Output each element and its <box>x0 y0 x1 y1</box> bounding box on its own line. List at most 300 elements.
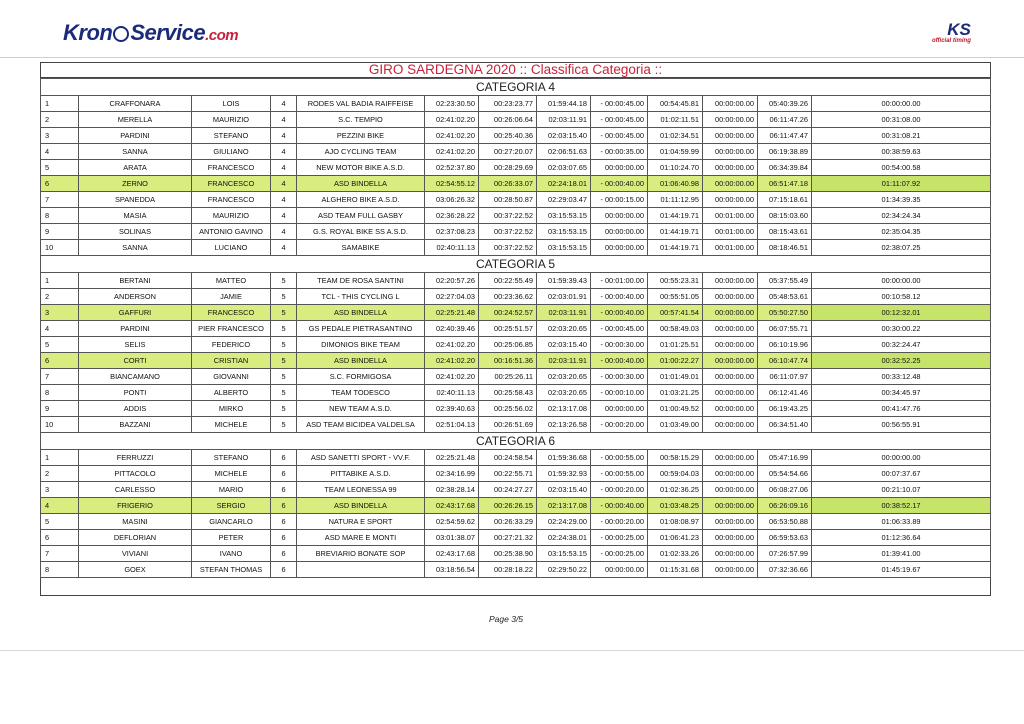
cell-total-time: 07:26:57.99 <box>758 546 812 562</box>
cell-position: 3 <box>41 482 79 498</box>
cell-time-3: 02:29:03.47 <box>537 192 591 208</box>
cell-time-3: 03:15:53.15 <box>537 208 591 224</box>
cell-time-3: 02:29:50.22 <box>537 562 591 578</box>
cell-time-2: 00:25:56.02 <box>479 401 537 417</box>
logo-text-service: Service <box>130 20 206 45</box>
cell-time-2: 00:26:33.07 <box>479 176 537 192</box>
table-row <box>41 498 991 514</box>
cell-gap: 00:38:59.63 <box>812 144 991 160</box>
cell-category: 6 <box>271 450 297 466</box>
cell-total-time: 06:59:53.63 <box>758 530 812 546</box>
cell-bonus: 00:00:00.00 <box>591 160 648 176</box>
cell-category: 4 <box>271 176 297 192</box>
cell-team: NEW MOTOR BIKE A.S.D. <box>297 160 425 176</box>
cell-penalty: 00:00:00.00 <box>703 498 758 514</box>
cell-surname: DEFLORIAN <box>79 530 192 546</box>
table-row <box>41 401 991 417</box>
cell-time-4: 01:08:08.97 <box>648 514 703 530</box>
cell-bonus: - 00:00:45.00 <box>591 128 648 144</box>
results-table <box>40 78 991 578</box>
cell-firstname: FRANCESCO <box>192 192 271 208</box>
cell-time-1: 02:41:02.20 <box>425 128 479 144</box>
cell-time-2: 00:25:26.11 <box>479 369 537 385</box>
cell-total-time: 06:26:09.16 <box>758 498 812 514</box>
cell-time-3: 01:59:44.18 <box>537 96 591 112</box>
cell-firstname: ALBERTO <box>192 385 271 401</box>
cell-time-2: 00:24:52.57 <box>479 305 537 321</box>
cell-surname: GOEX <box>79 562 192 578</box>
cell-category: 5 <box>271 321 297 337</box>
cell-time-4: 01:15:31.68 <box>648 562 703 578</box>
cell-bonus: - 00:00:20.00 <box>591 482 648 498</box>
cell-surname: PARDINI <box>79 321 192 337</box>
page-title: GIRO SARDEGNA 2020 :: Classifica Categoria :: <box>40 62 991 78</box>
cell-team: BREVIARIO BONATE SOP <box>297 546 425 562</box>
table-row <box>41 450 991 466</box>
cell-penalty: 00:00:00.00 <box>703 369 758 385</box>
cell-time-2: 00:25:40.36 <box>479 128 537 144</box>
table-row <box>41 385 991 401</box>
cell-surname: FERRUZZI <box>79 450 192 466</box>
cell-time-4: 00:59:04.03 <box>648 466 703 482</box>
cell-firstname: MICHELE <box>192 466 271 482</box>
cell-total-time: 08:18:46.51 <box>758 240 812 256</box>
cell-total-time: 08:15:43.61 <box>758 224 812 240</box>
cell-time-1: 02:41:02.20 <box>425 337 479 353</box>
cell-time-1: 02:23:30.50 <box>425 96 479 112</box>
cell-category: 5 <box>271 385 297 401</box>
cell-team: S.C. FORMIGOSA <box>297 369 425 385</box>
cell-total-time: 05:40:39.26 <box>758 96 812 112</box>
scan-line-bottom <box>0 650 1024 651</box>
cell-time-2: 00:37:22.52 <box>479 240 537 256</box>
cell-time-4: 01:01:25.51 <box>648 337 703 353</box>
cell-bonus: - 00:00:25.00 <box>591 546 648 562</box>
cell-team: NATURA E SPORT <box>297 514 425 530</box>
cell-time-3: 02:13:17.08 <box>537 401 591 417</box>
cell-gap: 01:06:33.89 <box>812 514 991 530</box>
cell-bonus: - 00:00:45.00 <box>591 112 648 128</box>
cell-position: 8 <box>41 562 79 578</box>
cell-time-4: 00:58:49.03 <box>648 321 703 337</box>
cell-surname: ANDERSON <box>79 289 192 305</box>
cell-position: 6 <box>41 530 79 546</box>
cell-time-1: 02:34:16.99 <box>425 466 479 482</box>
page-number: Page 3/5 <box>489 614 524 624</box>
cell-team: RODES VAL BADIA RAIFFEISE <box>297 96 425 112</box>
cell-penalty: 00:00:00.00 <box>703 144 758 160</box>
cell-gap: 00:07:37.67 <box>812 466 991 482</box>
cell-team: ASD TEAM FULL GASBY <box>297 208 425 224</box>
cell-category: 5 <box>271 337 297 353</box>
cell-time-3: 03:15:53.15 <box>537 546 591 562</box>
cell-time-3: 02:03:11.91 <box>537 305 591 321</box>
cell-position: 10 <box>41 240 79 256</box>
cell-surname: ADDIS <box>79 401 192 417</box>
cell-team: ALGHERO BIKE A.S.D. <box>297 192 425 208</box>
cell-surname: SPANEDDA <box>79 192 192 208</box>
cell-time-2: 00:16:51.36 <box>479 353 537 369</box>
cell-surname: BIANCAMANO <box>79 369 192 385</box>
cell-time-1: 02:41:02.20 <box>425 144 479 160</box>
cell-total-time: 07:15:18.61 <box>758 192 812 208</box>
cell-firstname: MAURIZIO <box>192 112 271 128</box>
cell-team: ASD SANETTI SPORT - VV.F. <box>297 450 425 466</box>
cell-time-4: 00:58:15.29 <box>648 450 703 466</box>
cell-position: 9 <box>41 224 79 240</box>
cell-team: AJO CYCLING TEAM <box>297 144 425 160</box>
cell-team: PEZZINI BIKE <box>297 128 425 144</box>
cell-gap: 00:21:10.07 <box>812 482 991 498</box>
table-row <box>41 546 991 562</box>
cell-position: 2 <box>41 289 79 305</box>
cell-total-time: 05:50:27.50 <box>758 305 812 321</box>
cell-position: 4 <box>41 144 79 160</box>
ks-timing-logo <box>932 22 971 44</box>
table-row <box>41 562 991 578</box>
cell-gap: 00:32:52.25 <box>812 353 991 369</box>
cell-time-2: 00:37:22.52 <box>479 208 537 224</box>
cell-position: 3 <box>41 305 79 321</box>
cell-firstname: LOIS <box>192 96 271 112</box>
cell-time-4: 01:00:49.52 <box>648 401 703 417</box>
cell-penalty: 00:00:00.00 <box>703 289 758 305</box>
cell-gap: 02:35:04.35 <box>812 224 991 240</box>
cell-bonus: - 00:00:40.00 <box>591 176 648 192</box>
table-row <box>41 353 991 369</box>
table-row <box>41 289 991 305</box>
category-title: CATEGORIA 4 <box>41 79 991 96</box>
cell-surname: PITTACOLO <box>79 466 192 482</box>
cell-position: 5 <box>41 337 79 353</box>
cell-category: 4 <box>271 192 297 208</box>
cell-bonus: - 00:00:45.00 <box>591 96 648 112</box>
cell-category: 5 <box>271 305 297 321</box>
table-row <box>41 112 991 128</box>
cell-time-1: 02:39:40.63 <box>425 401 479 417</box>
cell-gap: 00:38:52.17 <box>812 498 991 514</box>
cell-time-3: 02:03:11.91 <box>537 112 591 128</box>
cell-gap: 00:41:47.76 <box>812 401 991 417</box>
cell-time-4: 01:02:34.51 <box>648 128 703 144</box>
cell-total-time: 08:15:03.60 <box>758 208 812 224</box>
cell-team: S.C. TEMPIO <box>297 112 425 128</box>
cell-time-2: 00:23:23.77 <box>479 96 537 112</box>
cell-surname: PONTI <box>79 385 192 401</box>
cell-time-3: 02:24:29.00 <box>537 514 591 530</box>
cell-time-2: 00:25:06.85 <box>479 337 537 353</box>
cell-surname: ZERNO <box>79 176 192 192</box>
cell-bonus: - 00:00:15.00 <box>591 192 648 208</box>
cell-time-4: 01:44:19.71 <box>648 224 703 240</box>
cell-time-2: 00:26:06.64 <box>479 112 537 128</box>
cell-time-3: 02:03:15.40 <box>537 337 591 353</box>
cell-time-4: 01:06:40.98 <box>648 176 703 192</box>
cell-surname: CORTI <box>79 353 192 369</box>
cell-time-1: 03:18:56.54 <box>425 562 479 578</box>
cell-firstname: GIULIANO <box>192 144 271 160</box>
cell-penalty: 00:00:00.00 <box>703 96 758 112</box>
cell-team: TCL - THIS CYCLING L <box>297 289 425 305</box>
cell-time-4: 01:04:59.99 <box>648 144 703 160</box>
cell-team: SAMABIKE <box>297 240 425 256</box>
cell-gap: 01:12:36.64 <box>812 530 991 546</box>
cell-time-3: 02:03:01.91 <box>537 289 591 305</box>
cell-gap: 00:33:12.48 <box>812 369 991 385</box>
cell-category: 4 <box>271 144 297 160</box>
cell-team: TEAM DE ROSA SANTINI <box>297 273 425 289</box>
cell-penalty: 00:00:00.00 <box>703 273 758 289</box>
cell-penalty: 00:00:00.00 <box>703 192 758 208</box>
cell-time-1: 02:40:11.13 <box>425 385 479 401</box>
cell-bonus: - 00:00:20.00 <box>591 514 648 530</box>
cell-bonus: - 00:00:55.00 <box>591 466 648 482</box>
cell-time-4: 01:44:19.71 <box>648 240 703 256</box>
cell-surname: SOLINAS <box>79 224 192 240</box>
cell-penalty: 00:01:00.00 <box>703 224 758 240</box>
cell-bonus: - 00:00:40.00 <box>591 498 648 514</box>
cell-time-1: 02:52:37.80 <box>425 160 479 176</box>
cell-firstname: IVANO <box>192 546 271 562</box>
table-row <box>41 482 991 498</box>
cell-penalty: 00:00:00.00 <box>703 353 758 369</box>
cell-time-3: 03:15:53.15 <box>537 240 591 256</box>
cell-time-2: 00:27:20.07 <box>479 144 537 160</box>
cell-category: 4 <box>271 240 297 256</box>
cell-time-3: 02:06:51.63 <box>537 144 591 160</box>
scan-line <box>0 57 1024 58</box>
cell-bonus: - 00:00:10.00 <box>591 385 648 401</box>
cell-penalty: 00:00:00.00 <box>703 305 758 321</box>
cell-team: PITTABIKE A.S.D. <box>297 466 425 482</box>
cell-firstname: MIRKO <box>192 401 271 417</box>
cell-time-3: 02:03:15.40 <box>537 482 591 498</box>
category-title: CATEGORIA 5 <box>41 256 991 273</box>
cell-firstname: PIER FRANCESCO <box>192 321 271 337</box>
table-row <box>41 176 991 192</box>
cell-bonus: - 00:00:25.00 <box>591 530 648 546</box>
cell-category: 6 <box>271 530 297 546</box>
cell-time-4: 01:11:12.95 <box>648 192 703 208</box>
cell-category: 6 <box>271 498 297 514</box>
cell-surname: VIVIANI <box>79 546 192 562</box>
table-row <box>41 514 991 530</box>
cell-gap: 02:38:07.25 <box>812 240 991 256</box>
cell-firstname: MICHELE <box>192 417 271 433</box>
logo-text-kron: Kron <box>63 20 113 45</box>
cell-gap: 00:31:08.21 <box>812 128 991 144</box>
cell-penalty: 00:00:00.00 <box>703 385 758 401</box>
table-row <box>41 305 991 321</box>
cell-time-3: 02:13:17.08 <box>537 498 591 514</box>
cell-category: 6 <box>271 466 297 482</box>
cell-time-1: 02:51:04.13 <box>425 417 479 433</box>
cell-bonus: - 00:00:40.00 <box>591 305 648 321</box>
cell-time-3: 02:03:20.65 <box>537 321 591 337</box>
cell-firstname: JAMIE <box>192 289 271 305</box>
cell-gap: 00:12:32.01 <box>812 305 991 321</box>
cell-total-time: 06:10:47.74 <box>758 353 812 369</box>
cell-time-4: 01:00:22.27 <box>648 353 703 369</box>
cell-category: 4 <box>271 160 297 176</box>
cell-total-time: 06:11:47.26 <box>758 112 812 128</box>
cell-penalty: 00:00:00.00 <box>703 482 758 498</box>
cell-bonus: 00:00:00.00 <box>591 208 648 224</box>
cell-time-2: 00:22:55.49 <box>479 273 537 289</box>
cell-firstname: STEFANO <box>192 128 271 144</box>
table-row <box>41 369 991 385</box>
cell-position: 4 <box>41 321 79 337</box>
cell-surname: MASINI <box>79 514 192 530</box>
cell-penalty: 00:00:00.00 <box>703 128 758 144</box>
cell-time-4: 00:57:41.54 <box>648 305 703 321</box>
cell-team <box>297 562 425 578</box>
cell-team: ASD BINDELLA <box>297 305 425 321</box>
cell-surname: MERELLA <box>79 112 192 128</box>
cell-penalty: 00:00:00.00 <box>703 530 758 546</box>
cell-time-4: 01:06:41.23 <box>648 530 703 546</box>
cell-time-3: 02:03:07.65 <box>537 160 591 176</box>
cell-penalty: 00:00:00.00 <box>703 160 758 176</box>
cell-total-time: 06:19:38.89 <box>758 144 812 160</box>
cell-time-3: 02:03:20.65 <box>537 385 591 401</box>
table-row <box>41 530 991 546</box>
cell-time-4: 01:01:49.01 <box>648 369 703 385</box>
cell-gap: 00:32:24.47 <box>812 337 991 353</box>
cell-total-time: 06:11:07.97 <box>758 369 812 385</box>
cell-time-2: 00:37:22.52 <box>479 224 537 240</box>
cell-bonus: - 00:00:55.00 <box>591 450 648 466</box>
cell-penalty: 00:00:00.00 <box>703 401 758 417</box>
cell-penalty: 00:00:00.00 <box>703 546 758 562</box>
cell-total-time: 05:54:54.66 <box>758 466 812 482</box>
cell-time-3: 02:24:38.01 <box>537 530 591 546</box>
cell-total-time: 06:11:47.47 <box>758 128 812 144</box>
cell-firstname: CRISTIAN <box>192 353 271 369</box>
cell-team: ASD BINDELLA <box>297 176 425 192</box>
cell-penalty: 00:00:00.00 <box>703 176 758 192</box>
cell-team: GS PEDALE PIETRASANTINO <box>297 321 425 337</box>
cell-time-1: 02:25:21.48 <box>425 305 479 321</box>
cell-time-1: 02:54:59.62 <box>425 514 479 530</box>
table-row <box>41 240 991 256</box>
cell-team: TEAM LEONESSA 99 <box>297 482 425 498</box>
cell-category: 6 <box>271 514 297 530</box>
cell-total-time: 06:08:27.06 <box>758 482 812 498</box>
cell-time-2: 00:22:55.71 <box>479 466 537 482</box>
cell-gap: 00:31:08.00 <box>812 112 991 128</box>
cell-category: 6 <box>271 546 297 562</box>
cell-gap: 00:00:00.00 <box>812 273 991 289</box>
cell-firstname: MATTEO <box>192 273 271 289</box>
cell-time-4: 01:44:19.71 <box>648 208 703 224</box>
cell-bonus: 00:00:00.00 <box>591 562 648 578</box>
stopwatch-icon <box>113 26 129 42</box>
cell-gap: 00:10:58.12 <box>812 289 991 305</box>
ks-logo-text: KS <box>947 20 971 39</box>
cell-penalty: 00:00:00.00 <box>703 466 758 482</box>
cell-category: 5 <box>271 401 297 417</box>
cell-time-4: 00:54:45.81 <box>648 96 703 112</box>
cell-total-time: 06:12:41.46 <box>758 385 812 401</box>
cell-position: 1 <box>41 273 79 289</box>
cell-gap: 00:00:00.00 <box>812 450 991 466</box>
cell-total-time: 07:32:36.66 <box>758 562 812 578</box>
cell-penalty: 00:00:00.00 <box>703 417 758 433</box>
cell-penalty: 00:00:00.00 <box>703 337 758 353</box>
cell-surname: MASIA <box>79 208 192 224</box>
cell-time-2: 00:25:51.57 <box>479 321 537 337</box>
cell-team: ASD TEAM BICIDEA VALDELSA <box>297 417 425 433</box>
cell-penalty: 00:00:00.00 <box>703 514 758 530</box>
cell-time-2: 00:26:26.15 <box>479 498 537 514</box>
cell-total-time: 06:53:50.88 <box>758 514 812 530</box>
cell-position: 8 <box>41 385 79 401</box>
cell-gap: 02:34:24.34 <box>812 208 991 224</box>
cell-firstname: FRANCESCO <box>192 305 271 321</box>
cell-time-3: 02:13:26.58 <box>537 417 591 433</box>
category-header <box>41 433 991 450</box>
cell-category: 6 <box>271 482 297 498</box>
cell-time-4: 01:03:49.00 <box>648 417 703 433</box>
cell-penalty: 00:01:00.00 <box>703 208 758 224</box>
table-row <box>41 128 991 144</box>
cell-bonus: - 00:00:40.00 <box>591 353 648 369</box>
cell-surname: PARDINI <box>79 128 192 144</box>
cell-position: 9 <box>41 401 79 417</box>
cell-position: 1 <box>41 450 79 466</box>
cell-time-3: 02:24:18.01 <box>537 176 591 192</box>
cell-bonus: - 00:00:20.00 <box>591 417 648 433</box>
cell-gap: 00:30:00.22 <box>812 321 991 337</box>
cell-time-2: 00:24:58.54 <box>479 450 537 466</box>
cell-time-2: 00:23:36.62 <box>479 289 537 305</box>
cell-team: ASD MARE E MONTI <box>297 530 425 546</box>
cell-time-2: 00:28:50.87 <box>479 192 537 208</box>
cell-position: 2 <box>41 112 79 128</box>
cell-category: 4 <box>271 112 297 128</box>
cell-bonus: - 00:00:45.00 <box>591 321 648 337</box>
cell-time-1: 02:54:55.12 <box>425 176 479 192</box>
cell-position: 6 <box>41 176 79 192</box>
cell-bonus: - 00:01:00.00 <box>591 273 648 289</box>
table-row <box>41 337 991 353</box>
cell-time-3: 03:15:53.15 <box>537 224 591 240</box>
cell-time-1: 02:40:11.13 <box>425 240 479 256</box>
cell-position: 7 <box>41 192 79 208</box>
cell-time-1: 02:41:02.20 <box>425 353 479 369</box>
cell-firstname: MAURIZIO <box>192 208 271 224</box>
cell-surname: CRAFFONARA <box>79 96 192 112</box>
table-row <box>41 466 991 482</box>
cell-time-3: 01:59:39.43 <box>537 273 591 289</box>
cell-time-4: 00:55:51.05 <box>648 289 703 305</box>
cell-firstname: GIOVANNI <box>192 369 271 385</box>
cell-category: 4 <box>271 208 297 224</box>
table-row <box>41 321 991 337</box>
table-row <box>41 96 991 112</box>
cell-penalty: 00:00:00.00 <box>703 562 758 578</box>
cell-gap: 01:34:39.35 <box>812 192 991 208</box>
cell-team: G.S. ROYAL BIKE SS A.S.D. <box>297 224 425 240</box>
cell-bonus: - 00:00:35.00 <box>591 144 648 160</box>
cell-bonus: - 00:00:40.00 <box>591 289 648 305</box>
cell-category: 4 <box>271 96 297 112</box>
cell-category: 4 <box>271 128 297 144</box>
table-row <box>41 192 991 208</box>
cell-gap: 01:45:19.67 <box>812 562 991 578</box>
cell-firstname: FRANCESCO <box>192 160 271 176</box>
